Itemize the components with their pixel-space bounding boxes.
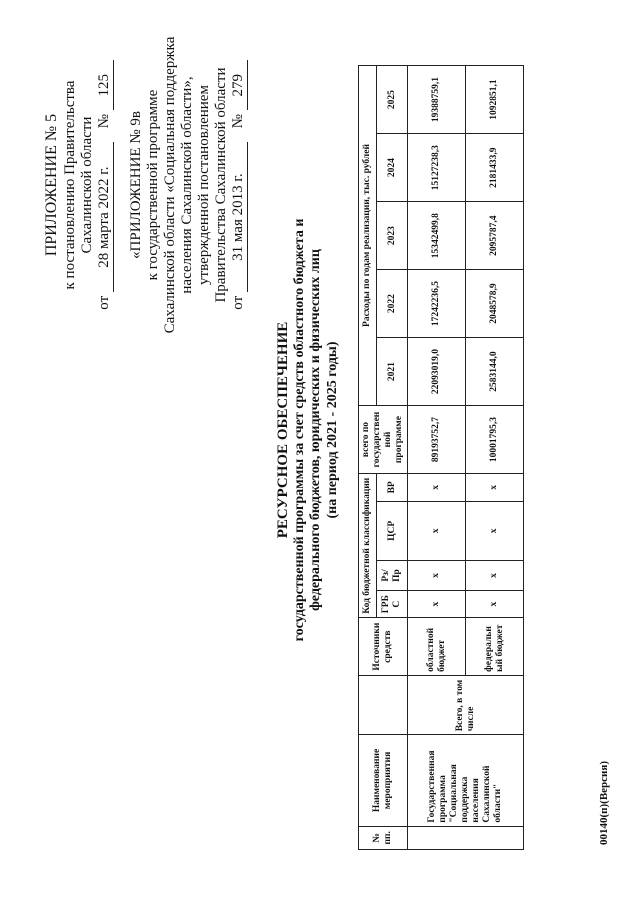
prev-date: 31 мая 2013 г.	[230, 142, 248, 292]
previous-appendix-header	[128, 20, 248, 350]
col-2025-header: 2025	[377, 66, 408, 134]
vr-cell: х	[466, 474, 524, 502]
rzpr-cell: х	[408, 561, 466, 591]
total-cell: 89193752,7	[408, 406, 466, 474]
appendix-header	[42, 20, 114, 350]
source-cell: федеральный бюджет	[466, 618, 524, 675]
title-line: РЕСУРСНОЕ ОБЕСПЕЧЕНИЕ	[275, 321, 291, 539]
decree-date-line	[96, 20, 114, 350]
y2022-cell: 17242236,5	[408, 270, 466, 338]
csr-cell: х	[466, 501, 524, 560]
total-label-cell: Всего, в том числе	[408, 675, 524, 734]
grbs-cell: х	[466, 590, 524, 618]
date-prefix: от	[96, 295, 112, 310]
prev-number-prefix: №	[230, 114, 246, 129]
col-2023-header: 2023	[377, 202, 408, 270]
title-line: (на период 2021 - 2025 годы)	[324, 341, 340, 519]
y2022-cell: 2048578,9	[466, 270, 524, 338]
col-csr-header: ЦСР	[377, 501, 408, 560]
rzpr-cell: х	[466, 561, 524, 591]
prev-date-line	[230, 20, 248, 350]
prev-line: к государственной программе	[145, 89, 161, 281]
y2024-cell: 2181433,9	[466, 134, 524, 202]
document-code: 00140(п)(Версия)	[598, 761, 610, 845]
col-2024-header: 2024	[377, 134, 408, 202]
decree-line: Сахалинской области	[79, 116, 95, 254]
y2021-cell: 2583144,0	[466, 338, 524, 406]
resource-table	[358, 65, 524, 850]
col-grbs-header: ГРБС	[377, 590, 408, 618]
number-prefix: №	[96, 114, 112, 129]
decree-number: 125	[96, 60, 114, 110]
prev-line: населения Сахалинской области»,	[179, 76, 195, 294]
col-source-header: Источники средств	[359, 618, 408, 675]
title-line: государственной программы за счет средств областного бюджета и	[291, 218, 307, 642]
col-2022-header: 2022	[377, 270, 408, 338]
document-title	[275, 105, 341, 755]
col-total-header: всего по государственной программе	[359, 406, 408, 474]
appendix-title: ПРИЛОЖЕНИЕ № 5	[43, 113, 60, 257]
prev-line: Правительства Сахалинской области	[213, 67, 229, 303]
col-budget-code-header: Код бюджетной классификации	[359, 474, 377, 618]
total-cell: 10001795,3	[466, 406, 524, 474]
col-rzpr-header: Рз/ Пр	[377, 561, 408, 591]
y2025-cell: 1092851,1	[466, 66, 524, 134]
prev-number: 279	[230, 60, 248, 110]
row-num-cell	[408, 826, 524, 849]
y2023-cell: 2095787,4	[466, 202, 524, 270]
col-vr-header: ВР	[377, 474, 408, 502]
col-name-header: Наименование мероприятия	[359, 735, 408, 826]
source-cell: областной бюджет	[408, 618, 466, 675]
col-expenses-header: Расходы по годам реализации, тыс. рублей	[359, 66, 377, 406]
decree-date: 28 марта 2022 г.	[96, 142, 114, 292]
col-2021-header: 2021	[377, 338, 408, 406]
col-num-header: № пп.	[359, 826, 408, 849]
csr-cell: х	[408, 501, 466, 560]
program-name-cell: Государственная программа "Социальная поддержка населения Сахалинской области"	[408, 735, 524, 826]
col-responsible-header	[359, 675, 408, 734]
vr-cell: х	[408, 474, 466, 502]
decree-line: к постановлению Правительства	[62, 80, 78, 290]
y2025-cell: 19388759,1	[408, 66, 466, 134]
y2024-cell: 15127238,3	[408, 134, 466, 202]
prev-date-prefix: от	[230, 295, 246, 310]
prev-appendix-title: «ПРИЛОЖЕНИЕ № 9в	[128, 111, 144, 259]
table-header-row	[359, 66, 377, 850]
grbs-cell: х	[408, 590, 466, 618]
y2023-cell: 15342499,8	[408, 202, 466, 270]
prev-line: утвержденной постановлением	[196, 85, 212, 285]
title-line: федерального бюджетов, юридических и физических лиц	[308, 249, 323, 611]
table-row	[408, 66, 466, 850]
prev-line: Сахалинской области «Социальная поддержка	[162, 36, 178, 334]
y2021-cell: 22093019,0	[408, 338, 466, 406]
